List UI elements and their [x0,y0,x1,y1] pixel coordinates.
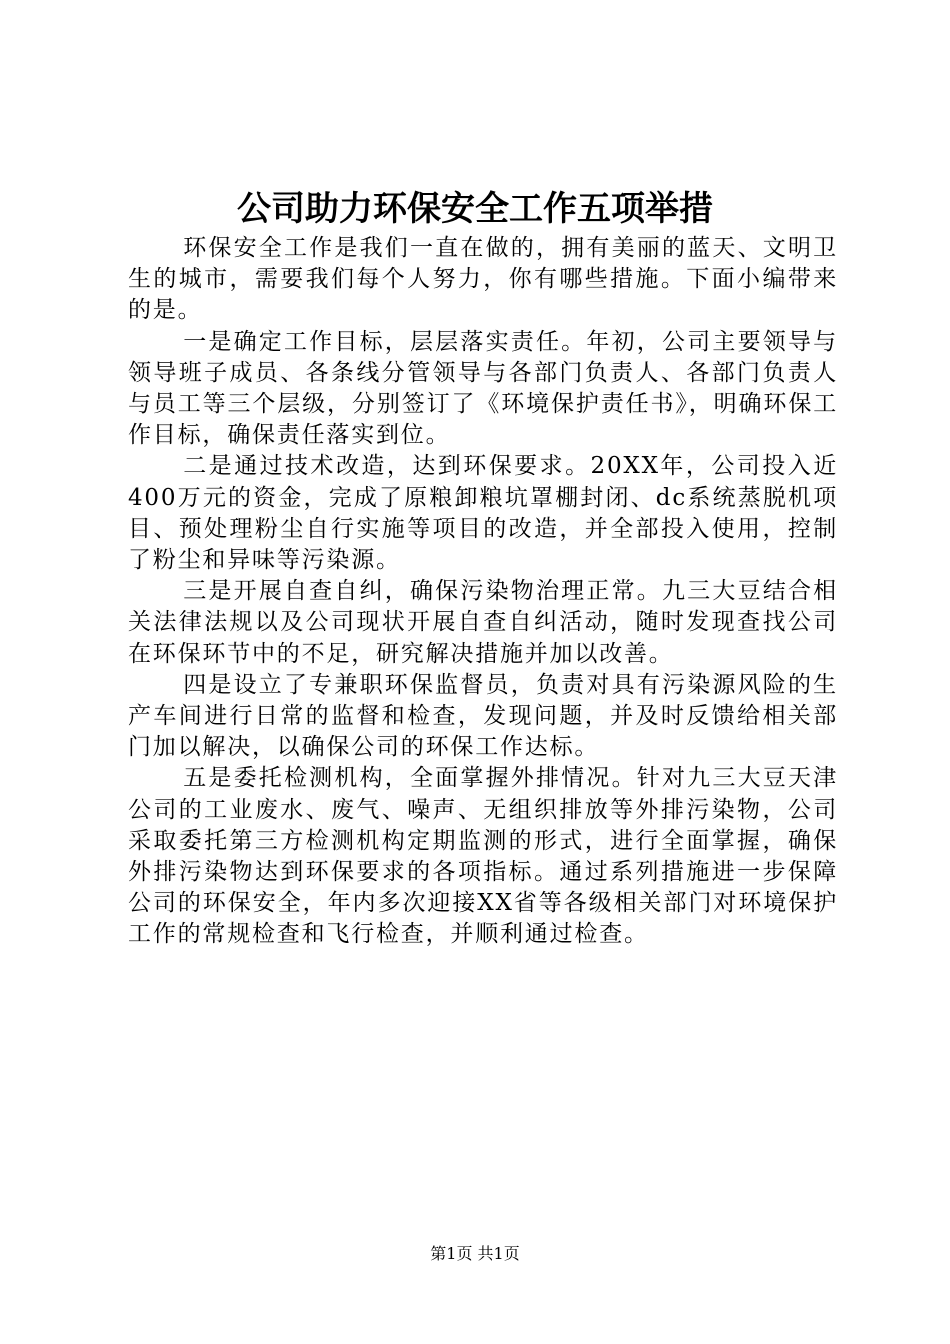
measure-five-paragraph: 五是委托检测机构，全面掌握外排情况。针对九三大豆天津公司的工业废水、废气、噪声、无组织排放等外排污染物，公司采取委托第三方检测机构定期监测的形式，进行全面掌握，确保外排污染物达到环保要求的各项指标。通过系列措施进一步保障公司的环保安全，年内多次迎接XX省等各级相关部门对环境保护工作的常规检查和飞行检查，并顺利通过检查。 [128,765,838,948]
intro-paragraph: 环保安全工作是我们一直在做的，拥有美丽的蓝天、文明卫生的城市，需要我们每个人努力，你有哪些措施。下面小编带来的是。 [128,235,838,324]
page-number-footer: 第1页 共1页 [430,1244,520,1263]
measure-one-paragraph: 一是确定工作目标，层层落实责任。年初，公司主要领导与领导班子成员、各条线分管领导与各部门负责人、各部门负责人与员工等三个层级，分别签订了《环境保护责任书》，明确环保工作目标，确保责任落实到位。 [128,328,838,449]
measure-three-paragraph: 三是开展自查自纠，确保污染物治理正常。九三大豆结合相关法律法规以及公司现状开展自查自纠活动，随时发现查找公司在环保环节中的不足，研究解决措施并加以改善。 [128,578,838,667]
measure-two-paragraph: 二是通过技术改造，达到环保要求。20XX年，公司投入近400万元的资金，完成了原粮卸粮坑罩棚封闭、dc系统蒸脱机项目、预处理粉尘自行实施等项目的改造，并全部投入使用，控制了粉尘和异味等污染源。 [128,453,838,574]
document-title: 公司助力环保安全工作五项举措 [237,189,713,229]
measure-four-paragraph: 四是设立了专兼职环保监督员，负责对具有污染源风险的生产车间进行日常的监督和检查，发现问题，并及时反馈给相关部门加以解决，以确保公司的环保工作达标。 [128,671,838,761]
document-body [128,233,838,951]
